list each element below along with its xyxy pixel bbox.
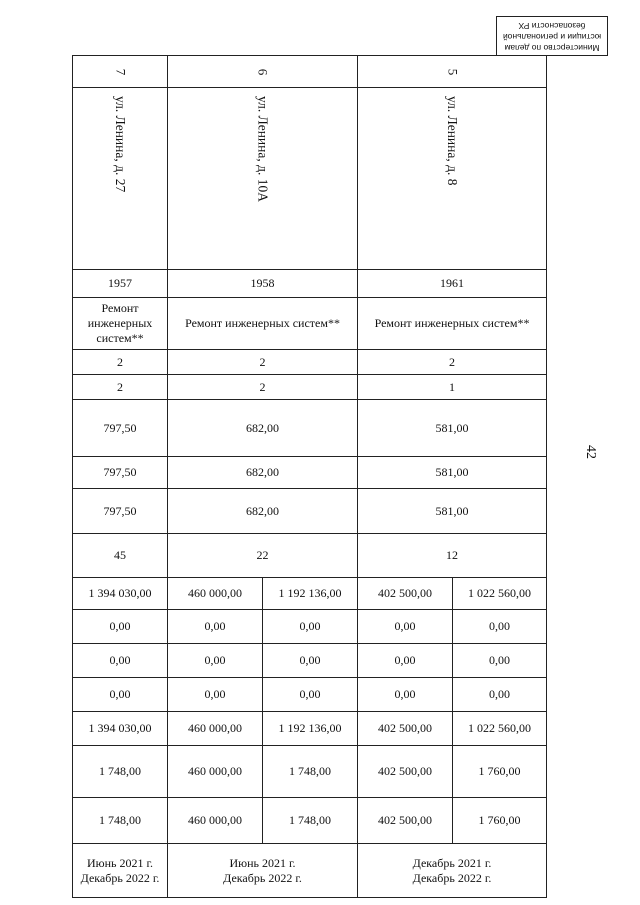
address-cell: ул. Ленина, д. 27 <box>73 88 168 270</box>
fund-cell: 0,00 <box>358 644 453 678</box>
limit-cost-cell: 460 000,00 <box>168 798 263 844</box>
area-living-cell: 682,00 <box>168 457 358 489</box>
limit-cost-cell: 1 748,00 <box>73 798 168 844</box>
fund-cell: 402 500,00 <box>358 712 453 746</box>
fund-cell: 0,00 <box>358 610 453 644</box>
table-row <box>73 489 547 534</box>
fund-cell: 0,00 <box>453 678 547 712</box>
floors-cell: 2 <box>73 350 168 375</box>
stamp-line: Министерство по делам <box>504 43 600 53</box>
fund-cell: 0,00 <box>168 678 263 712</box>
residents-cell: 45 <box>73 534 168 578</box>
table-row <box>73 375 547 400</box>
unit-cost-cell: 1 748,00 <box>263 746 358 798</box>
fund-cell: 1 192 136,00 <box>263 712 358 746</box>
area-living-cell: 581,00 <box>358 457 547 489</box>
dates-cell <box>168 844 358 898</box>
table-row <box>73 712 547 746</box>
area-residential-cell: 682,00 <box>168 489 358 534</box>
entrances-cell: 2 <box>168 375 358 400</box>
area-residential-cell: 797,50 <box>73 489 168 534</box>
residents-cell: 22 <box>168 534 358 578</box>
start-date: Июнь 2021 г. <box>229 855 296 870</box>
dates-cell <box>358 844 547 898</box>
area-residential-cell: 581,00 <box>358 489 547 534</box>
area-living-cell: 797,50 <box>73 457 168 489</box>
official-stamp <box>496 16 608 56</box>
fund-cell: 0,00 <box>358 678 453 712</box>
table-row <box>73 457 547 489</box>
fund-cell: 0,00 <box>73 610 168 644</box>
year-cell: 1957 <box>73 270 168 298</box>
table-row <box>73 610 547 644</box>
cost-total-cell: 460 000,00 <box>168 578 263 610</box>
dates-cell <box>73 844 168 898</box>
table-row <box>73 644 547 678</box>
residents-cell: 12 <box>358 534 547 578</box>
end-date: Декабрь 2022 г. <box>412 870 492 885</box>
end-date: Декабрь 2022 г. <box>223 870 302 885</box>
work-type-cell: Ремонт инженерных систем** <box>168 298 358 350</box>
end-date: Декабрь 2022 г. <box>80 870 160 885</box>
start-date: Июнь 2021 г. <box>86 855 154 870</box>
fund-cell: 0,00 <box>453 610 547 644</box>
floors-cell: 2 <box>168 350 358 375</box>
page-number: 42 <box>583 445 598 459</box>
fund-cell: 0,00 <box>73 678 168 712</box>
limit-cost-cell: 402 500,00 <box>358 798 453 844</box>
table-row <box>73 844 547 898</box>
fund-cell: 1 394 030,00 <box>73 712 168 746</box>
year-cell: 1958 <box>168 270 358 298</box>
limit-cost-cell: 1 748,00 <box>263 798 358 844</box>
cost-total-cell: 1 394 030,00 <box>73 578 168 610</box>
start-date: Декабрь 2021 г. <box>412 855 492 870</box>
table-row <box>73 298 547 350</box>
entrances-cell: 1 <box>358 375 547 400</box>
floors-cell: 2 <box>358 350 547 375</box>
table-row <box>73 678 547 712</box>
unit-cost-cell: 460 000,00 <box>168 746 263 798</box>
table-row <box>73 270 547 298</box>
table-row <box>73 534 547 578</box>
unit-cost-cell: 402 500,00 <box>358 746 453 798</box>
cost-total-cell: 402 500,00 <box>358 578 453 610</box>
area-total-cell: 797,50 <box>73 400 168 457</box>
table-row <box>73 746 547 798</box>
stamp-line: безопасности РХ <box>518 21 586 31</box>
fund-cell: 0,00 <box>263 644 358 678</box>
stamp-line: юстиции и региональной <box>502 32 602 42</box>
column-number: 7 <box>73 56 168 88</box>
work-type-cell: Ремонт инженерных систем** <box>73 298 168 350</box>
repair-table <box>72 55 547 898</box>
fund-cell: 460 000,00 <box>168 712 263 746</box>
address-cell: ул. Ленина, д. 10А <box>168 88 358 270</box>
fund-cell: 0,00 <box>168 644 263 678</box>
table-row <box>73 400 547 457</box>
fund-cell: 0,00 <box>263 610 358 644</box>
area-total-cell: 682,00 <box>168 400 358 457</box>
column-number: 5 <box>358 56 547 88</box>
table-row <box>73 56 547 88</box>
work-type-cell: Ремонт инженерных систем** <box>358 298 547 350</box>
entrances-cell: 2 <box>73 375 168 400</box>
fund-cell: 0,00 <box>73 644 168 678</box>
unit-cost-cell: 1 760,00 <box>453 746 547 798</box>
fund-cell: 0,00 <box>263 678 358 712</box>
table-row <box>73 578 547 610</box>
cost-total-cell: 1 022 560,00 <box>453 578 547 610</box>
address-cell: ул. Ленина, д. 8 <box>358 88 547 270</box>
table-row <box>73 798 547 844</box>
year-cell: 1961 <box>358 270 547 298</box>
fund-cell: 0,00 <box>453 644 547 678</box>
limit-cost-cell: 1 760,00 <box>453 798 547 844</box>
table-row <box>73 350 547 375</box>
fund-cell: 0,00 <box>168 610 263 644</box>
cost-total-cell: 1 192 136,00 <box>263 578 358 610</box>
column-number: 6 <box>168 56 358 88</box>
area-total-cell: 581,00 <box>358 400 547 457</box>
unit-cost-cell: 1 748,00 <box>73 746 168 798</box>
fund-cell: 1 022 560,00 <box>453 712 547 746</box>
table-row <box>73 88 547 270</box>
